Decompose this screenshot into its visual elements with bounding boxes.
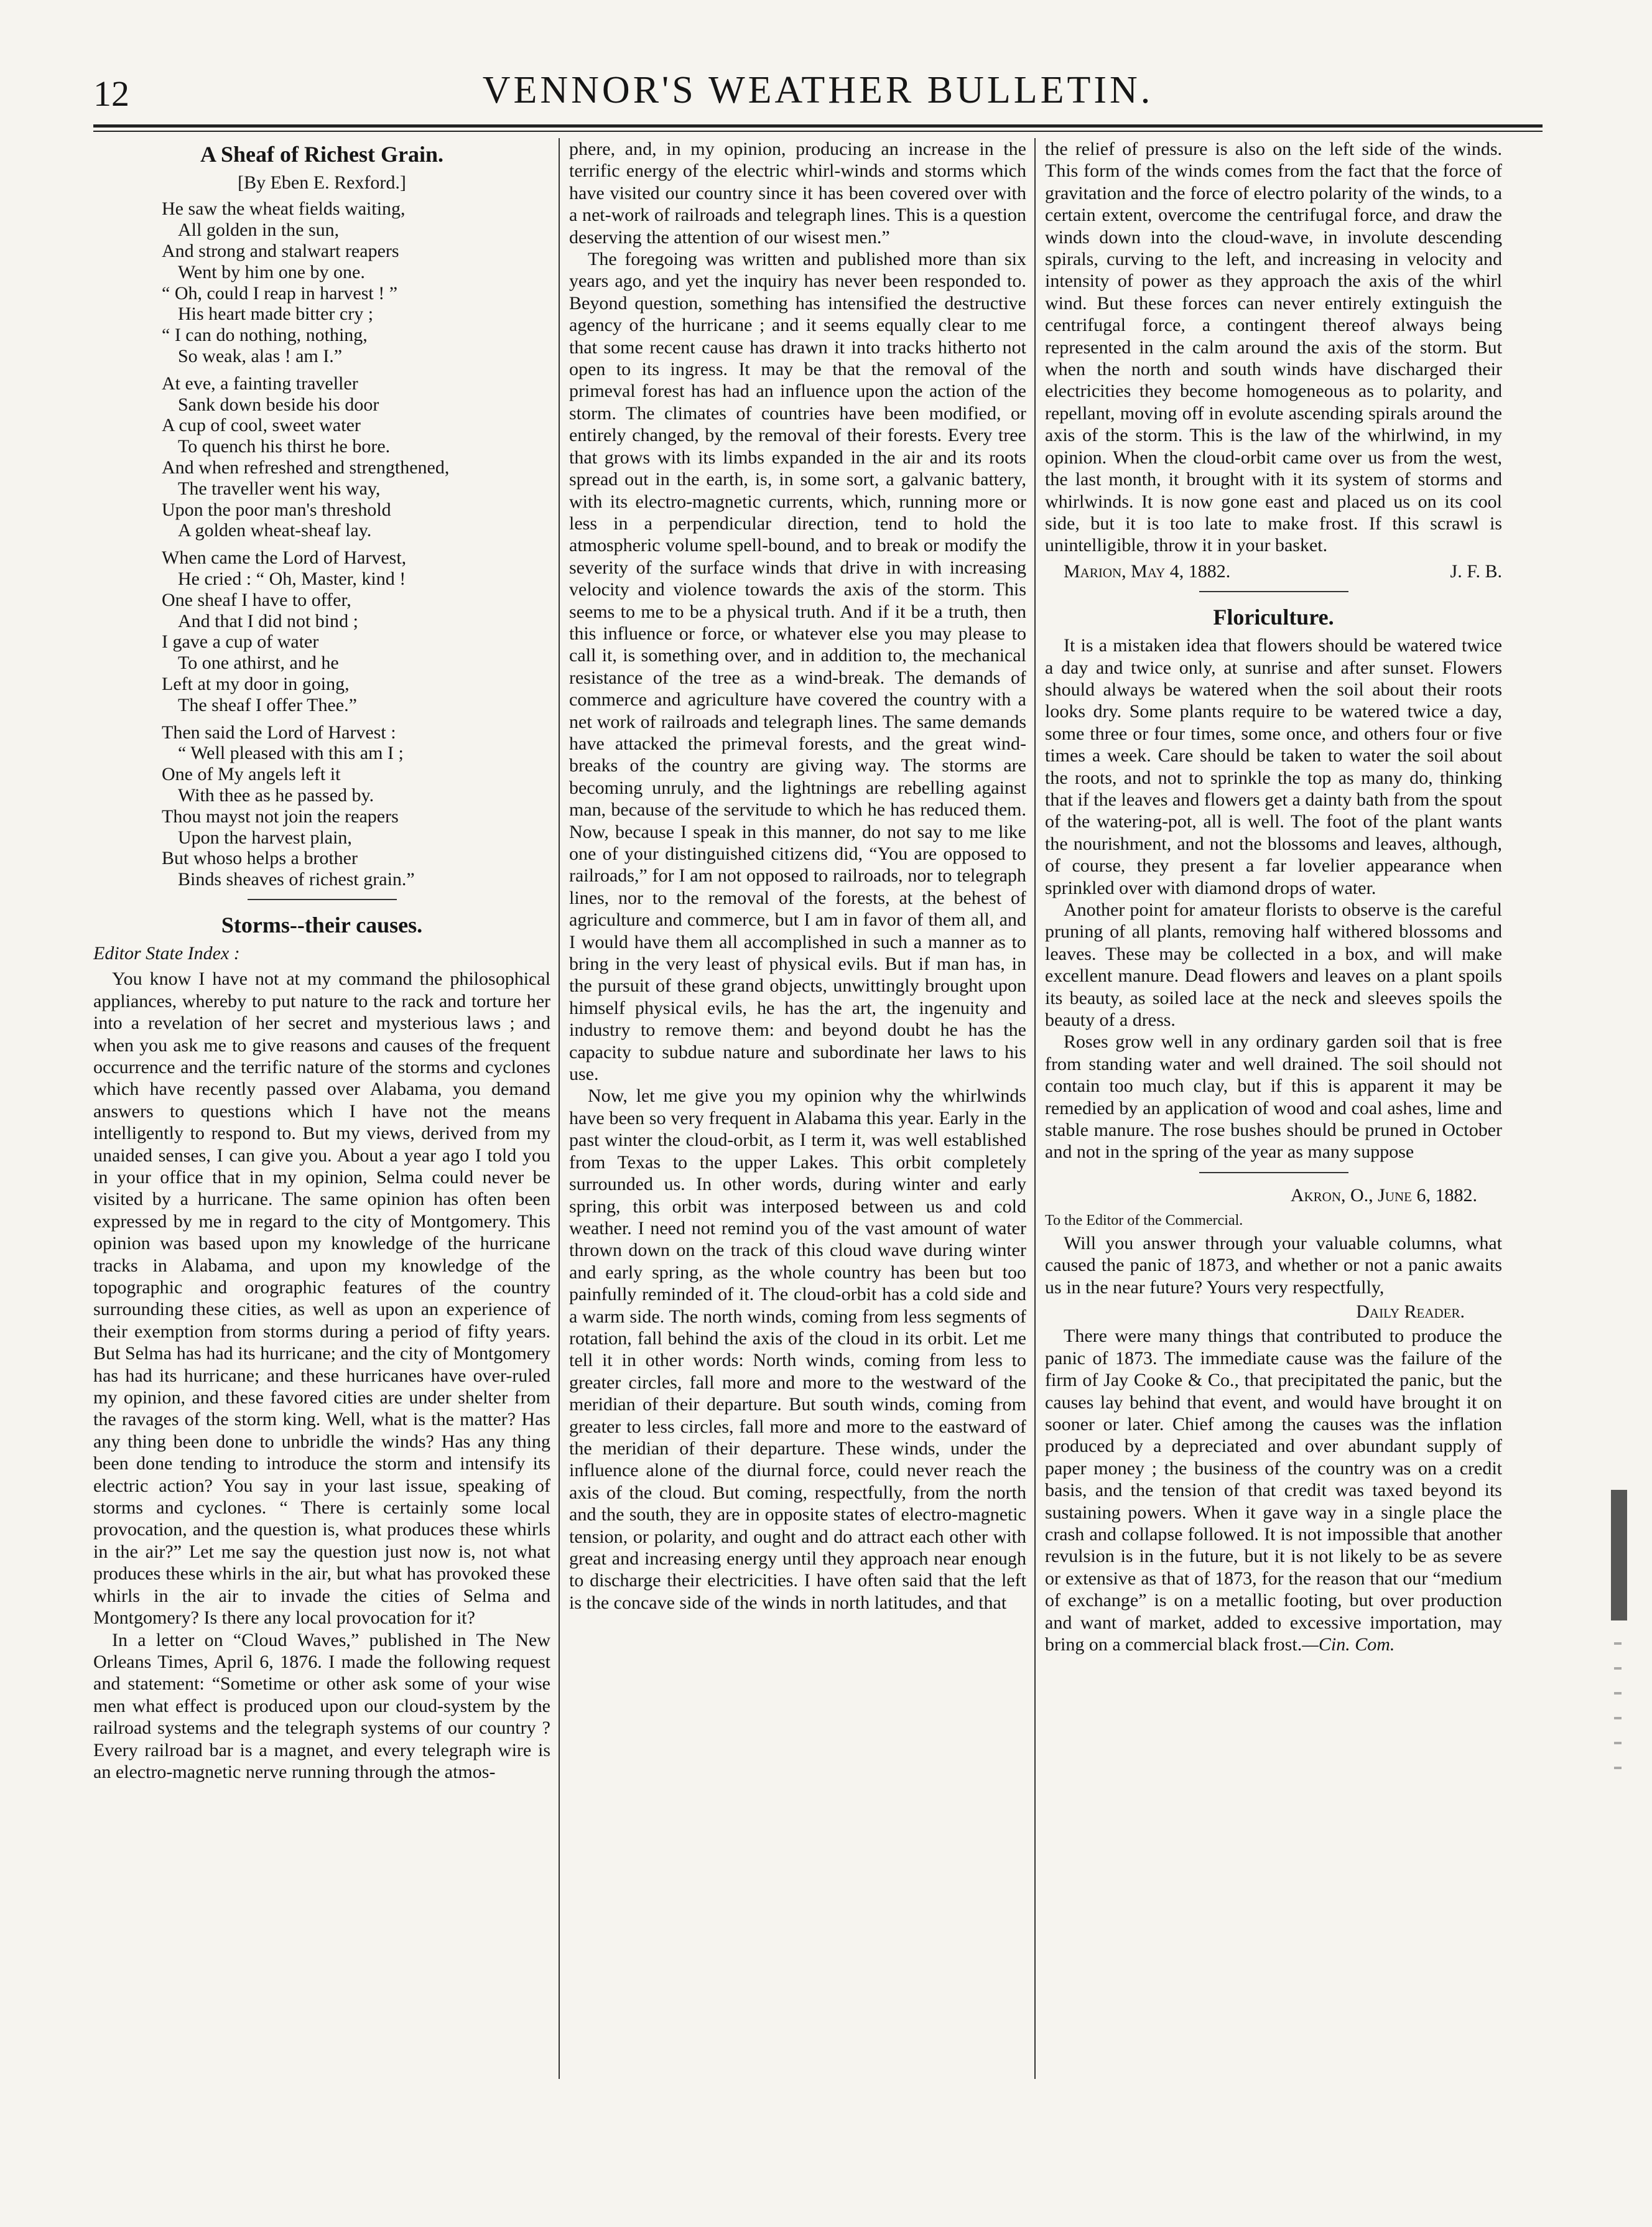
section-rule (1199, 591, 1348, 592)
article-paragraph: The foregoing was written and published more than six years ago, and yet the inquiry has never been responded to. Beyond question, something has intensified the destructive agency of the hurricane ; and it seems equally clear to me that some recent cause has drawn it into tracks hitherto not open to its ingress. It may be that the removal of the primeval forest has had an influence upon the action of the storm. The climates of countries have been modified, or entirely changed, by the removal of their forests. Every tree that grows with its limbs expanded in the air and its roots spread out in the earth, is, in some sort, a galvanic battery, with its electro-magnetic currents, which, running more or less in a perpendicular direction, tend to hold the atmospheric volume spell-bound, and to break or modify the severity of the surface winds that drive in with increasing velocity and violence towards the axis of the storm. This seems to me to be a physical truth. And if it be a truth, then this influence or force, or whatever else you may please to call it, is something over, and in addition to, the mechanical resistance of the tree as a wind-break. The demands of commerce and agriculture have covered the country with a net work of railroads and telegraph lines. The same demands have attacked the primeval forests, and the great wind-breaks of the country are giving way. The storms are becoming unruly, and the lightnings are rebelling against man, because of the servitude to which he has reduced them. Now, because I speak in this manner, do not say to me like one of your distinguished citizens did, “You are opposed to railroads,” for I am not opposed to railroads, nor to telegraph lines, nor to the removal of the forests, at the behest of agriculture and commerce, but I am in favor of them all, and I would have them all accomplished in such a manner as to bring in the very least of physical evils. But if man has, in the pursuit of these grand objects, unwittingly brought upon himself physical evils, he has the art, the ingenuity and industry to remove them: and beyond doubt he has the capacity to subdue nature and subordinate her laws to his use. (569, 249, 1026, 1085)
poem-stanza (162, 198, 550, 366)
column-divider (1034, 138, 1036, 2079)
poem-stanza (162, 547, 550, 715)
poem-line: With thee as he passed by. (178, 784, 374, 806)
poem-line: Upon the poor man's threshold (162, 499, 391, 520)
poem-line: The traveller went his way, (178, 478, 381, 499)
masthead (93, 65, 1543, 134)
signoff-place: Marion, May 4, 1882. (1064, 560, 1231, 582)
margin-specks (1614, 1642, 1622, 1792)
article-title: Floriculture. (1213, 605, 1334, 630)
poem-line: And when refreshed and strengthened, (162, 457, 450, 478)
poem-line: One of My angels left it (162, 764, 341, 785)
section-rule (1199, 1172, 1348, 1173)
poem-line: Binds sheaves of richest grain.” (178, 869, 415, 890)
bulletin-title: VENNOR'S WEATHER BULLETIN. (482, 69, 1154, 111)
salutation: Editor State Index : (93, 942, 240, 964)
poem-line: So weak, alas ! am I.” (178, 345, 343, 366)
poem-byline: [By Eben E. Rexford.] (238, 172, 406, 193)
poem-line: Went by him one by one. (178, 261, 365, 282)
page-number: 12 (93, 73, 129, 114)
margin-ink-blot (1611, 1490, 1627, 1620)
poem-line: The sheaf I offer Thee.” (178, 694, 357, 715)
poem-line: He saw the wheat fields waiting, (162, 198, 406, 220)
poem-line: And that I did not bind ; (178, 610, 358, 631)
poem-line: His heart made bitter cry ; (178, 304, 374, 325)
poem-line: But whoso helps a brother (162, 848, 358, 869)
masthead-rule (93, 124, 1543, 128)
article-paragraph: Roses grow well in any ordinary garden soil that is free from standing water and well drained. The soil should not contain too much clay, but if this is apparent it may be remedied by an application of wood and coal ashes, lime and stable manure. The rose bushes should be pruned in October and not in the spring of the year as many suppose (1045, 1031, 1502, 1163)
article-signoff (1045, 560, 1502, 582)
letter-body: Will you answer through your valuable columns, what caused the panic of 1873, and whether or not a panic awaits us in the near future? Yours very respectfully, (1045, 1232, 1502, 1298)
poem-line: At eve, a fainting traveller (162, 373, 358, 394)
poem-line: A golden wheat-sheaf lay. (178, 520, 372, 541)
poem-line: A cup of cool, sweet water (162, 415, 361, 436)
poem-line: “ Oh, could I reap in harvest ! ” (162, 282, 398, 304)
poem-line: To quench his thirst he bore. (178, 436, 391, 457)
article-paragraph: In a letter on “Cloud Waves,” published in The New Orleans Times, April 6, 1876. I made the following request and statement: “Sometime or other ask some of your wise men what effect is produced upon our cloud-system by the railroad systems and the telegraph systems of our country ? Every railroad bar is a magnet, and every telegraph wire is an electro-magnetic nerve running through the atmos- (93, 1629, 550, 1782)
poem-line: When came the Lord of Harvest, (162, 547, 407, 569)
letter-signature: Daily Reader. (1356, 1301, 1465, 1322)
poem-line: Thou mayst not join the reapers (162, 806, 399, 827)
poem-line: To one athirst, and he (178, 653, 339, 674)
poem-line: Sank down beside his door (178, 394, 379, 415)
article-paragraph: the relief of pressure is also on the left side of the winds. This form of the winds comes from the fact that the force of gravitation and the force of electro polarity of the winds, to a certain extent, overcome the centrifugal force, and draw the winds down into the cloud-wave, in involute descending spirals, curving to the left, and increasing in velocity and intensity of power as they approach the axis of the whirl wind. But these forces can never entirely extinguish the centrifugal force, a contingent thereof always being represented in the calm around the axis of the storm. But when the north and south winds have discharged their electricities they become homogeneous as to polarity, and repellant, moving off in evolute ascending spirals around the axis of the storm. This is the law of the whirlwind, in my opinion. When the cloud-orbit came over us from the west, the last month, it brought with it its system of storms and whirlwinds. It is now gone east and placed us on its cool side, but it is too late to make frost. If this scrawl is unintelligible, throw it in your basket. (1045, 139, 1502, 556)
column-divider (559, 138, 560, 2079)
poem-line: Upon the harvest plain, (178, 827, 352, 848)
reply-text: There were many things that contributed to produce the panic of 1873. The immediate cause was the failure of the firm of Jay Cooke & Co., that precipitated the panic, but the causes lay behind that event, and would have brought it on sooner or later. Chief among the causes was the inflation produced by a depreciated and over abundant supply of paper money ; the business of the country was on a credit basis, and the tension of that credit was taxed beyond its sustaining powers. When it gave way in a single place the crash and collapse followed. It is not impossible that another revulsion is in the future, but it is not likely to be as severe or extensive as that of 1873, for the reason that our “medium of exchange” is on a metallic footing, but over production and want of market, added to excessive importation, may bring on a commercial black frost. (1045, 1326, 1502, 1655)
article-paragraph: Another point for amateur florists to observe is the careful pruning of all plants, removing half withered blossoms and leaves. These may be collected in a box, and will make excellent manure. Dead flowers and leaves on a plant spoils its beauty, as soiled lace at the neck and sleeves spoils the beauty of a dress. (1045, 900, 1502, 1031)
article-title: Storms--their causes. (221, 912, 423, 937)
article-paragraph: You know I have not at my command the philosophical appliances, whereby to put nature to the rack and torture her into a revelation of her secret and mysterious laws ; and when you ask me to give reasons and causes of the frequent occurrence and the terrific nature of the storms and cyclones which have recently passed over Alabama, you demand answers to questions which I have not the means intelligently to respond to. But my views, derived from my unaided senses, I can give you. About a year ago I told you in your office that in my opinion, Selma could never be visited by a hurricane. The same opinion has often been expressed by me in regard to the city of Montgomery. This opinion was based upon my knowledge of the hurricane tracks in Alabama, and upon my knowledge of the topographic and orographic features of the country surrounding these cities, as well as upon an experience of their exemption from storms during a period of fifty years. But Selma has had its hurricane; and the city of Montgomery has had its hurricane; and these hurricanes have over-ruled my opinion, and these favored cities are under shelter from the ravages of the storm king. Well, what is the matter? Has any thing been done to unbridle the winds? Has any thing been done tending to introduce the storm and intensify its electric action? You say in your last issue, speaking of storms and cyclones. “ There is certainly some local provocation, and the question is, what produces these whirls in the air?” Let me say the question just now is, not what produces these whirls in the air, but what has provoked these whirls in the air to invade the cities of Selma and Montgomery? Is there any local provocation for it? (93, 969, 550, 1629)
poem-line: Then said the Lord of Harvest : (162, 722, 396, 743)
poem-title: A Sheaf of Richest Grain. (200, 142, 443, 167)
poem-line: One sheaf I have to offer, (162, 589, 351, 610)
poem-stanza (162, 373, 550, 541)
letter-addressee: To the Editor of the Commercial. (1045, 1212, 1243, 1229)
column-1 (93, 138, 550, 1783)
section-rule (248, 899, 397, 900)
reply-source: —Cin. Com. (1302, 1634, 1395, 1655)
article-paragraph (1045, 1325, 1502, 1655)
poem-line: All golden in the sun, (178, 220, 340, 241)
poem-body (93, 198, 550, 890)
poem-line: “ I can do nothing, nothing, (162, 325, 368, 346)
poem-line: “ Well pleased with this am I ; (178, 743, 404, 764)
poem-line: I gave a cup of water (162, 631, 319, 653)
article-paragraph: Now, let me give you my opinion why the whirlwinds have been so very frequent in Alabama this year. Early in the past winter the cloud-orbit, as I term it, was well established from Texas to the upper Lakes. This orbit completely surrounded us. In other words, during winter and early spring, this orbit was interposed between us and cold weather. I need not remind you of the vast amount of water thrown down on the track of this cloud wave during winter and early spring, as the whole country has been but too painfully reminded of it. The cloud-orbit has a cold side and a warm side. The north winds, coming from less segments of rotation, fall behind the axis of the cloud in its orbit. Let me tell it in other words: North winds, coming from less to greater circles, fall more and more to the westward of the meridian of their departure. But south winds, coming from greater to less circles, fall more and more to the eastward of the meridian of their departure. These winds, under the influence alone of the diurnal force, could never reach the axis of the cloud. But coming, respectfully, from the north and the south, they are in opposite states of electro-magnetic tension, or polarity, and ought and do attract each other with great and increasing energy until they approach near enough to discharge their electricities. I have often said that the left is the concave side of the winds in north latitudes, and that (569, 1086, 1026, 1613)
poem-line: He cried : “ Oh, Master, kind ! (178, 568, 406, 589)
poem-stanza (162, 722, 550, 890)
letter-dateline: Akron, O., June 6, 1882. (1290, 1184, 1477, 1206)
signoff-initials: J. F. B. (1450, 560, 1502, 582)
masthead-rule-thin (93, 131, 1543, 132)
article-paragraph: phere, and, in my opinion, producing an increase in the terrific energy of the electric whirl-winds and storms which have visited our country since it has been covered over with a net-work of railroads and telegraph lines. This is a question deserving the attention of our wisest men.” (569, 139, 1026, 248)
column-2 (569, 138, 1026, 1614)
column-3 (1045, 138, 1502, 1655)
poem-line: Left at my door in going, (162, 673, 350, 694)
poem-line: And strong and stalwart reapers (162, 241, 399, 261)
article-paragraph: It is a mistaken idea that flowers should be watered twice a day and twice only, at sunrise and after sunset. Flowers should always be watered when the soil about their roots looks dry. Some plants require to be watered twice a day, some three or four times, some once, and others four or five times a week. Care should be taken to water the soil about the roots, and not to sprinkle the top as many do, thinking that if the leaves and flowers get a dainty bath from the spout of the watering-pot, all is well. The foot of the plant wants the nourishment, and not the blossoms and leaves, although, of course, they present a far lovelier appearance when sprinkled over with diamond drops of water. (1045, 635, 1502, 898)
